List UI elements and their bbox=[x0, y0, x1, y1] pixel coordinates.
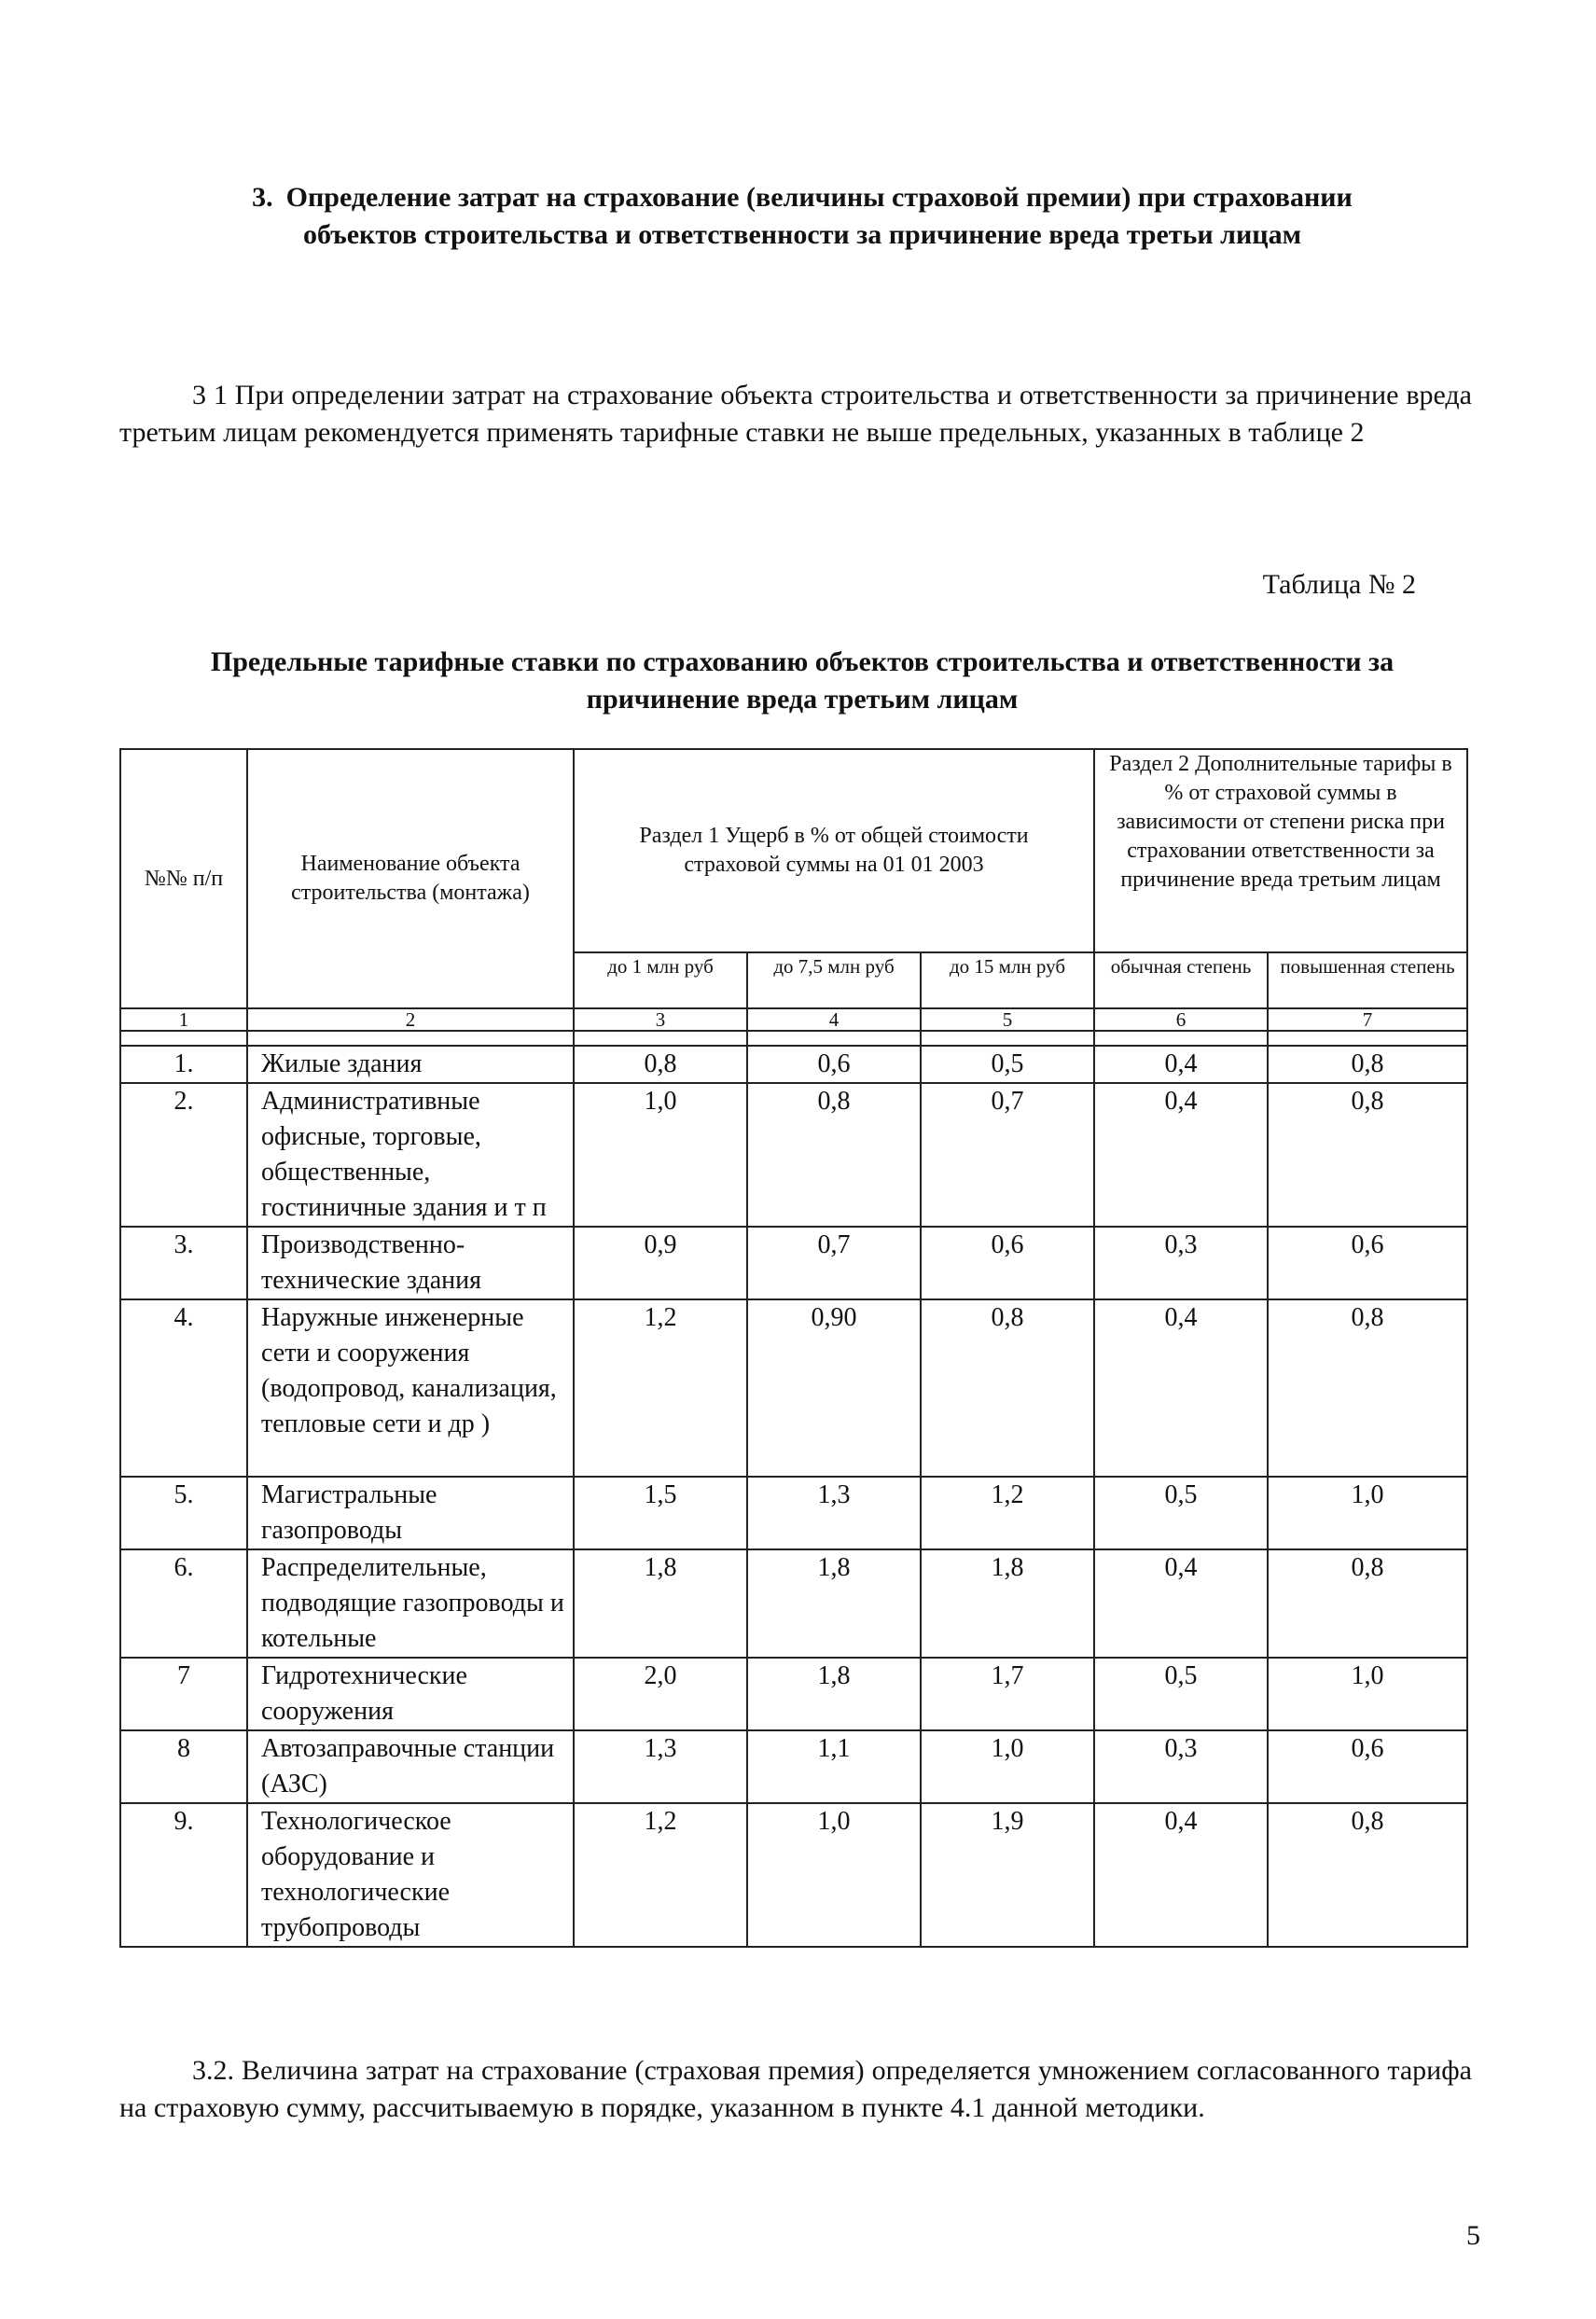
rate-value: 1,1 bbox=[747, 1730, 921, 1803]
rate-value: 1,7 bbox=[921, 1658, 1094, 1730]
object-name: Гидротехнические сооружения bbox=[247, 1658, 574, 1730]
section-title bbox=[252, 179, 1353, 254]
rate-value: 1,8 bbox=[921, 1549, 1094, 1658]
rate-value: 0,8 bbox=[1268, 1803, 1467, 1947]
header-sub-1: до 1 млн руб bbox=[574, 952, 747, 1008]
table-label: Таблица № 2 bbox=[1262, 569, 1416, 600]
rate-value: 0,8 bbox=[1268, 1046, 1467, 1083]
header-section1: Раздел 1 Ущерб в % от общей стоимости страховой суммы на 01 01 2003 bbox=[574, 749, 1094, 952]
tariff-table bbox=[119, 748, 1468, 1948]
rate-value: 0,7 bbox=[747, 1227, 921, 1299]
paragraph-3-2: 3.2. Величина затрат на страхование (страховая премия) определяется умножением согласованного тарифа на страховую сумму, рассчитываемую в порядке, указанном в пункте 4.1 данной методики. bbox=[119, 2055, 1472, 2123]
rate-value: 0,9 bbox=[574, 1227, 747, 1299]
object-name: Автозаправочные станции (АЗС) bbox=[247, 1730, 574, 1803]
header-sub-4: обычная степень bbox=[1094, 952, 1268, 1008]
page-number: 5 bbox=[1466, 2220, 1480, 2251]
table-row bbox=[120, 1803, 1467, 1947]
row-number: 3. bbox=[120, 1227, 247, 1299]
rate-value: 0,8 bbox=[1268, 1299, 1467, 1477]
table-title: Предельные тарифные ставки по страхованию объектов строительства и ответственности за причинение вреда третьим лицам bbox=[210, 646, 1395, 715]
header-sub-3: до 15 млн руб bbox=[921, 952, 1094, 1008]
table-row bbox=[120, 1730, 1467, 1803]
column-number: 7 bbox=[1268, 1008, 1467, 1031]
column-number-row bbox=[120, 1008, 1467, 1031]
section-number: 3. bbox=[252, 182, 273, 213]
rate-value: 1,2 bbox=[921, 1477, 1094, 1549]
rate-value: 0,8 bbox=[1268, 1549, 1467, 1658]
rate-value: 0,8 bbox=[574, 1046, 747, 1083]
table-row bbox=[120, 1477, 1467, 1549]
rate-value: 1,3 bbox=[747, 1477, 921, 1549]
rate-value: 0,4 bbox=[1094, 1299, 1268, 1477]
rate-value: 1,0 bbox=[574, 1083, 747, 1227]
object-name: Наружные инженерные сети и сооружения (водопровод, канализация, тепловые сети и др ) bbox=[247, 1299, 574, 1477]
rate-value: 0,4 bbox=[1094, 1803, 1268, 1947]
object-name: Жилые здания bbox=[247, 1046, 574, 1083]
column-number: 6 bbox=[1094, 1008, 1268, 1031]
rate-value: 1,8 bbox=[747, 1549, 921, 1658]
rate-value: 1,2 bbox=[574, 1803, 747, 1947]
row-number: 7 bbox=[120, 1658, 247, 1730]
header-sub-2: до 7,5 млн руб bbox=[747, 952, 921, 1008]
rate-value: 0,4 bbox=[1094, 1046, 1268, 1083]
table-row bbox=[120, 1046, 1467, 1083]
row-number: 9. bbox=[120, 1803, 247, 1947]
object-name: Распределительные, подводящие газопроводы и котельные bbox=[247, 1549, 574, 1658]
header-col-no: №№ п/п bbox=[120, 749, 247, 1008]
rate-value: 0,4 bbox=[1094, 1549, 1268, 1658]
rate-value: 1,0 bbox=[747, 1803, 921, 1947]
rate-value: 2,0 bbox=[574, 1658, 747, 1730]
row-number: 8 bbox=[120, 1730, 247, 1803]
header-col-name: Наименование объекта строительства (монтажа) bbox=[247, 749, 574, 1008]
rate-value: 0,3 bbox=[1094, 1730, 1268, 1803]
column-number: 1 bbox=[120, 1008, 247, 1031]
section-title-text: Определение затрат на страхование (величины страховой премии) при страховании объектов строительства и ответственности за причинение вреда третьи лицам bbox=[285, 182, 1353, 250]
table-row bbox=[120, 1299, 1467, 1477]
object-name: Технологическое оборудование и технологические трубопроводы bbox=[247, 1803, 574, 1947]
table-row bbox=[120, 1549, 1467, 1658]
rate-value: 1,5 bbox=[574, 1477, 747, 1549]
rate-value: 0,7 bbox=[921, 1083, 1094, 1227]
table-row bbox=[120, 1658, 1467, 1730]
table-row bbox=[120, 1083, 1467, 1227]
column-number: 4 bbox=[747, 1008, 921, 1031]
rate-value: 0,4 bbox=[1094, 1083, 1268, 1227]
rate-value: 1,2 bbox=[574, 1299, 747, 1477]
rate-value: 0,8 bbox=[1268, 1083, 1467, 1227]
column-number: 3 bbox=[574, 1008, 747, 1031]
rate-value: 0,5 bbox=[1094, 1477, 1268, 1549]
column-number: 2 bbox=[247, 1008, 574, 1031]
rate-value: 0,6 bbox=[747, 1046, 921, 1083]
rate-value: 0,5 bbox=[1094, 1658, 1268, 1730]
paragraph-3-1: 3 1 При определении затрат на страхование объекта строительства и ответственности за причинение вреда третьим лицам рекомендуется применять тарифные ставки не выше предельных, указанных в таблице 2 bbox=[119, 380, 1472, 448]
object-name: Производственно-технические здания bbox=[247, 1227, 574, 1299]
row-number: 2. bbox=[120, 1083, 247, 1227]
rate-value: 1,8 bbox=[574, 1549, 747, 1658]
rate-value: 0,6 bbox=[1268, 1730, 1467, 1803]
spacer-row bbox=[120, 1031, 1467, 1046]
row-number: 1. bbox=[120, 1046, 247, 1083]
rate-value: 1,3 bbox=[574, 1730, 747, 1803]
rate-value: 1,8 bbox=[747, 1658, 921, 1730]
rate-value: 0,3 bbox=[1094, 1227, 1268, 1299]
rate-value: 0,8 bbox=[747, 1083, 921, 1227]
header-sub-5: повышенная степень bbox=[1268, 952, 1467, 1008]
rate-value: 0,5 bbox=[921, 1046, 1094, 1083]
rate-value: 1,0 bbox=[1268, 1477, 1467, 1549]
rate-value: 0,8 bbox=[921, 1299, 1094, 1477]
rate-value: 1,9 bbox=[921, 1803, 1094, 1947]
table-row bbox=[120, 1227, 1467, 1299]
table-body bbox=[120, 1046, 1467, 1947]
rate-value: 1,0 bbox=[1268, 1658, 1467, 1730]
object-name: Административные офисные, торговые, общественные, гостиничные здания и т п bbox=[247, 1083, 574, 1227]
rate-value: 1,0 bbox=[921, 1730, 1094, 1803]
row-number: 6. bbox=[120, 1549, 247, 1658]
row-number: 5. bbox=[120, 1477, 247, 1549]
rate-value: 0,90 bbox=[747, 1299, 921, 1477]
rate-value: 0,6 bbox=[921, 1227, 1094, 1299]
rate-value: 0,6 bbox=[1268, 1227, 1467, 1299]
header-section2: Раздел 2 Дополнительные тарифы в % от страховой суммы в зависимости от степени риска при страховании ответственности за причинение вреда третьим лицам bbox=[1094, 749, 1467, 952]
object-name: Магистральные газопроводы bbox=[247, 1477, 574, 1549]
column-number: 5 bbox=[921, 1008, 1094, 1031]
row-number: 4. bbox=[120, 1299, 247, 1477]
